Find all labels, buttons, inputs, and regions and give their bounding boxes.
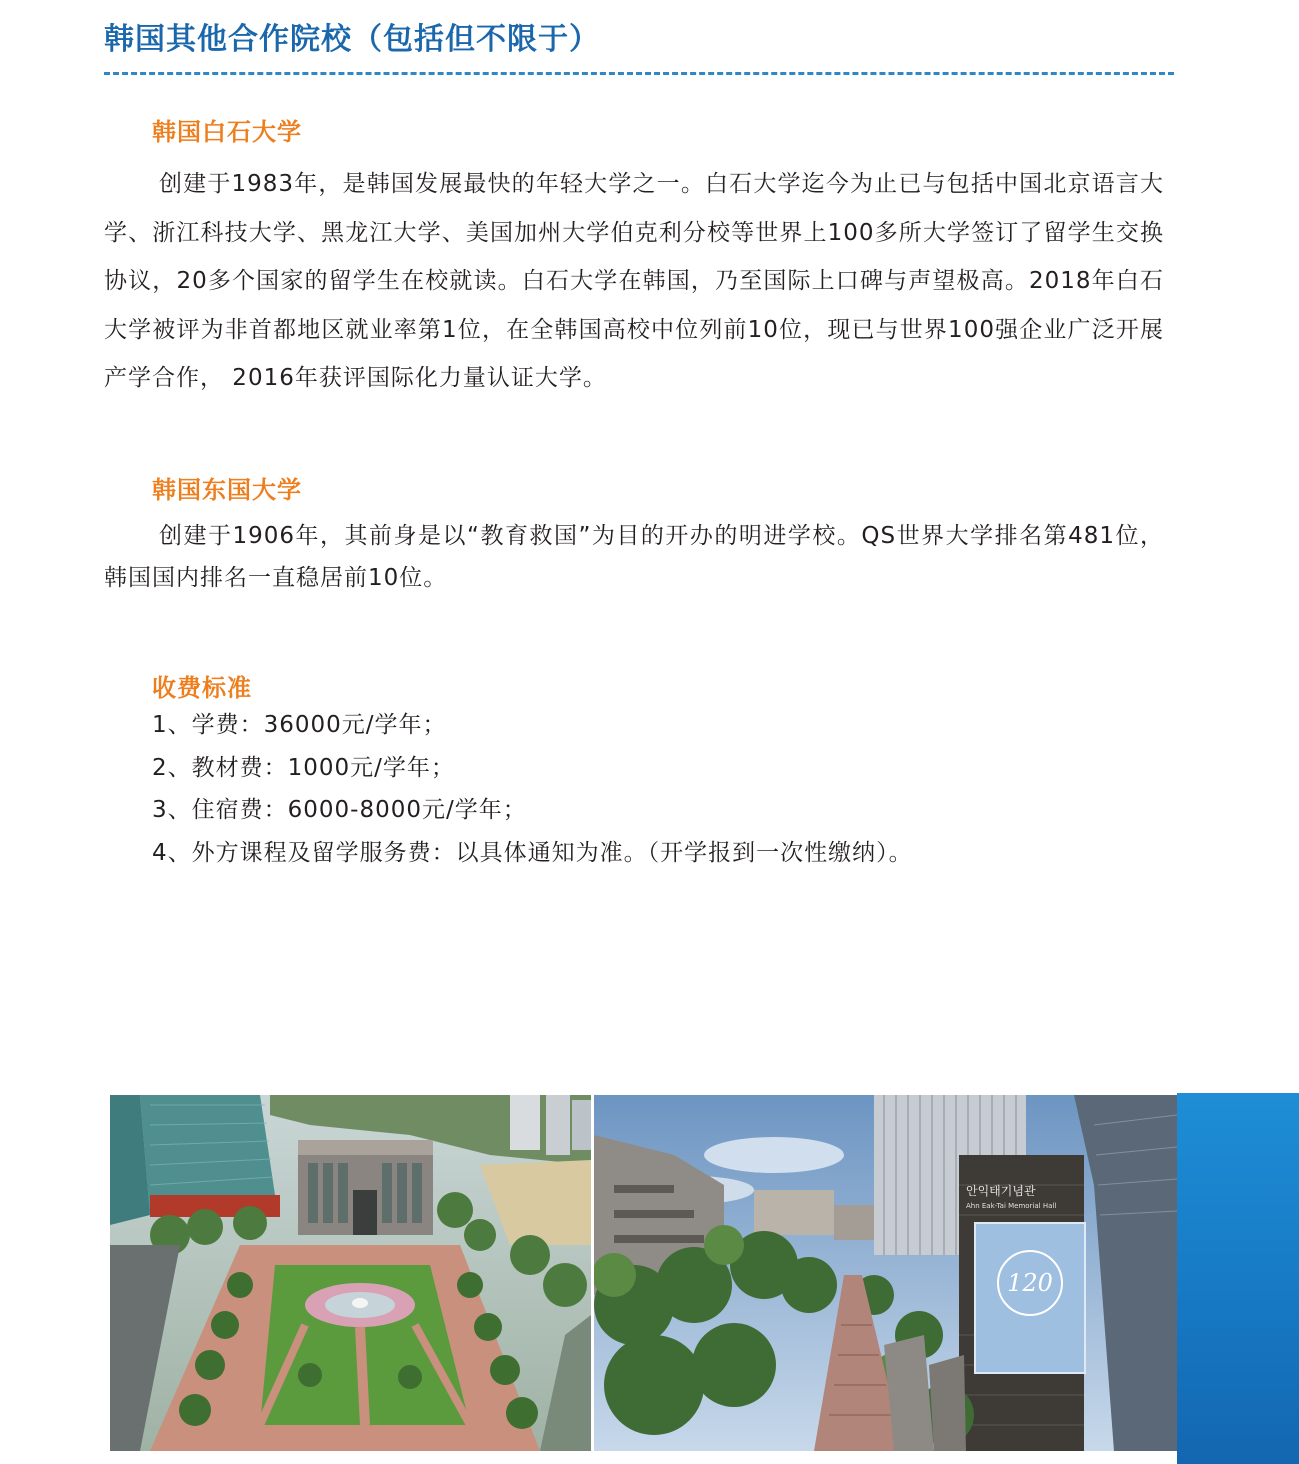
page-title: 韩国其他合作院校（包括但不限于） <box>104 22 600 57</box>
fee-item-service: 4、外方课程及留学服务费：以具体通知为准。（开学报到一次性缴纳）。 <box>152 839 913 866</box>
fee-item-tuition: 1、学费：36000元/学年； <box>152 712 447 738</box>
section-title-dongguk: 韩国东国大学 <box>152 476 302 504</box>
campus-aerial-photo <box>110 1095 591 1451</box>
section-title-baekseok: 韩国白石大学 <box>152 118 302 146</box>
section-paragraph-dongguk: 创建于1906年，其前身是以“教育救国”为目的开办的明进学校。QS世界大学排名第481位，韩国国内排名一直稳居前10位。 <box>104 523 1164 591</box>
dashed-divider <box>104 72 1174 75</box>
memorial-hall-photo <box>594 1095 1177 1451</box>
hall-sign-korean: 안익태기념관 <box>966 1184 1036 1198</box>
hall-sign-english: Ahn Eak-Tai Memorial Hall <box>966 1202 1057 1210</box>
fee-list <box>152 704 913 874</box>
fees-title: 收费标准 <box>152 674 252 702</box>
decorative-blue-strip <box>1177 1093 1299 1464</box>
anniversary-number: 120 <box>1007 1269 1053 1297</box>
fee-item-accommodation: 3、住宿费：6000-8000元/学年； <box>152 797 527 823</box>
section-paragraph-baekseok: 创建于1983年，是韩国发展最快的年轻大学之一。白石大学迄今为止已与包括中国北京语言大学、浙江科技大学、黑龙江大学、美国加州大学伯克利分校等世界上100多所大学签订了留学生交换协议，20多个国家的留学生在校就读。白石大学在韩国，乃至国际上口碑与声望极高。2018年白石大学被评为非首都地区就业率第1位，在全韩国高校中位列前10位，现已与世界100强企业广泛开展产学合作， 2016年获评国际化力量认证大学。 <box>104 171 1164 391</box>
fee-item-textbook: 2、教材费：1000元/学年； <box>152 754 455 781</box>
